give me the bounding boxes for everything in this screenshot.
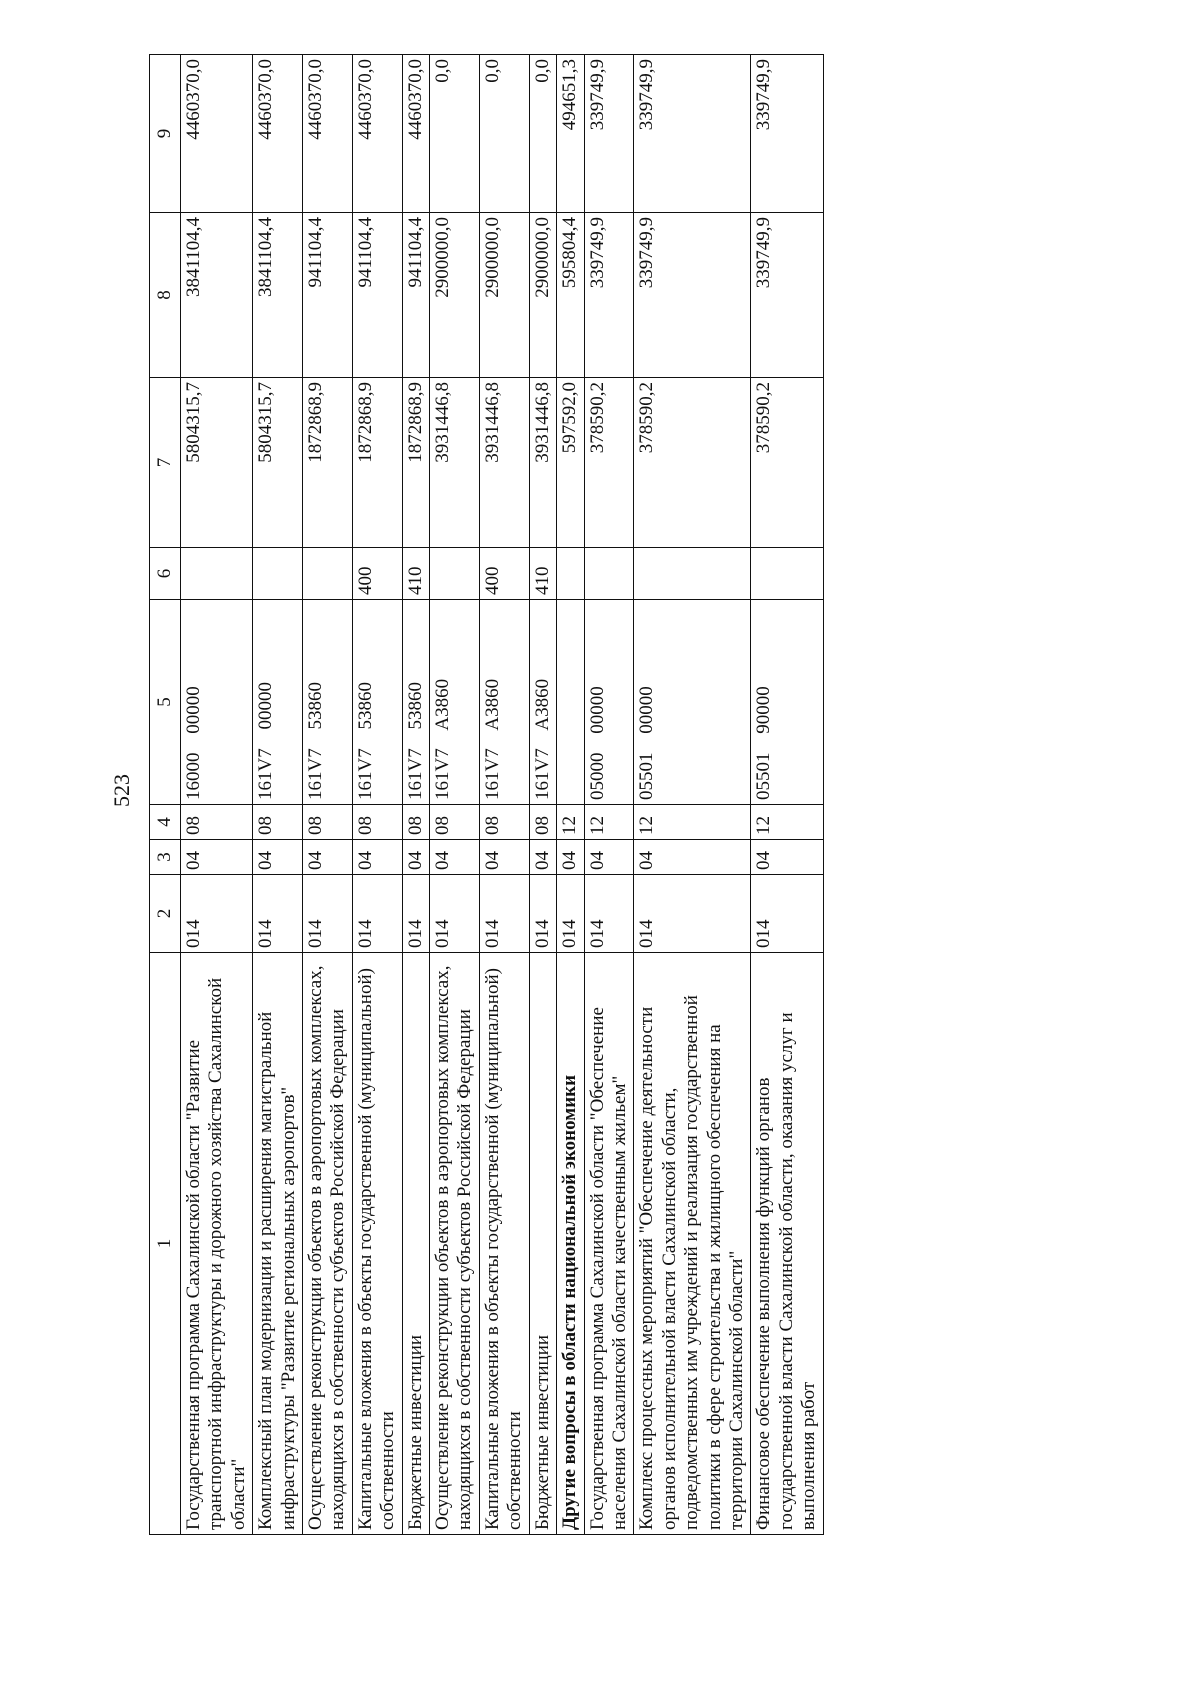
cell-amount-year1: 1872868,9	[303, 378, 353, 548]
table-row	[529, 55, 556, 1535]
cell-subsection: 12	[634, 805, 751, 840]
cell-section: 04	[634, 840, 751, 875]
col-header-9: 9	[150, 55, 181, 213]
cell-target-article: 161V7 A3860	[479, 600, 529, 805]
cell-amount-year3: 339749,9	[584, 55, 634, 213]
table-row	[634, 55, 751, 1535]
cell-subsection: 12	[584, 805, 634, 840]
cell-name: Государственная программа Сахалинской области "Обеспечение населения Сахалинской области качественным жильем"	[584, 953, 634, 1535]
cell-name: Бюджетные инвестиции	[402, 953, 429, 1535]
cell-admin-code: 014	[529, 875, 556, 953]
cell-expense-type	[634, 548, 751, 600]
cell-section: 04	[557, 840, 584, 875]
cell-section: 04	[529, 840, 556, 875]
cell-subsection: 08	[402, 805, 429, 840]
cell-subsection: 08	[303, 805, 353, 840]
cell-amount-year3: 339749,9	[751, 55, 823, 213]
cell-expense-type: 400	[352, 548, 402, 600]
cell-amount-year2: 941104,4	[303, 213, 353, 378]
cell-target-article: 161V7 53860	[402, 600, 429, 805]
cell-section: 04	[479, 840, 529, 875]
cell-admin-code: 014	[402, 875, 429, 953]
cell-target-article	[557, 600, 584, 805]
cell-section: 04	[430, 840, 480, 875]
cell-subsection: 08	[529, 805, 556, 840]
cell-amount-year1: 378590,2	[584, 378, 634, 548]
cell-admin-code: 014	[303, 875, 353, 953]
cell-expense-type	[751, 548, 823, 600]
cell-admin-code: 014	[352, 875, 402, 953]
cell-name: Финансовое обеспечение выполнения функций органов государственной власти Сахалинской области, оказания услуг и выполнения работ	[751, 953, 823, 1535]
cell-section: 04	[181, 840, 253, 875]
cell-admin-code: 014	[181, 875, 253, 953]
cell-admin-code: 014	[584, 875, 634, 953]
cell-expense-type	[430, 548, 480, 600]
col-header-7: 7	[150, 378, 181, 548]
page-number: 523	[109, 774, 134, 807]
cell-amount-year3: 4460370,0	[402, 55, 429, 213]
cell-admin-code: 014	[430, 875, 480, 953]
table-row	[181, 55, 253, 1535]
cell-section: 04	[402, 840, 429, 875]
col-header-3: 3	[150, 840, 181, 875]
cell-amount-year1: 1872868,9	[352, 378, 402, 548]
cell-amount-year1: 5804315,7	[181, 378, 253, 548]
cell-name: Осуществление реконструкции объектов в аэропортовых комплексах, находящихся в собственности субъектов Российской Федерации	[303, 953, 353, 1535]
cell-amount-year2: 3841104,4	[181, 213, 253, 378]
cell-expense-type	[557, 548, 584, 600]
cell-amount-year2: 3841104,4	[253, 213, 303, 378]
budget-table	[149, 54, 824, 1535]
cell-subsection: 08	[352, 805, 402, 840]
cell-name: Комплекс процессных мероприятий "Обеспечение деятельности органов исполнительной власти Сахалинской области, подведомственных им учреждений и реализация государственной политики в сфере строительства и жилищного обеспечения на территории Сахалинской области"	[634, 953, 751, 1535]
cell-amount-year3: 0,0	[529, 55, 556, 213]
cell-section: 04	[751, 840, 823, 875]
table-row	[430, 55, 480, 1535]
table-row	[253, 55, 303, 1535]
cell-amount-year3: 4460370,0	[181, 55, 253, 213]
table-row	[352, 55, 402, 1535]
cell-expense-type	[584, 548, 634, 600]
cell-amount-year2: 2900000,0	[430, 213, 480, 378]
cell-expense-type: 400	[479, 548, 529, 600]
cell-amount-year1: 5804315,7	[253, 378, 303, 548]
table-row	[751, 55, 823, 1535]
cell-amount-year3: 339749,9	[634, 55, 751, 213]
cell-expense-type	[181, 548, 253, 600]
cell-amount-year3: 4460370,0	[303, 55, 353, 213]
table-row	[402, 55, 429, 1535]
cell-amount-year1: 1872868,9	[402, 378, 429, 548]
cell-subsection: 12	[557, 805, 584, 840]
cell-name: Капитальные вложения в объекты государственной (муниципальной) собственности	[479, 953, 529, 1535]
cell-target-article: 161V7 00000	[253, 600, 303, 805]
cell-name: Бюджетные инвестиции	[529, 953, 556, 1535]
header-row	[150, 55, 181, 1535]
cell-amount-year1: 597592,0	[557, 378, 584, 548]
cell-subsection: 08	[253, 805, 303, 840]
cell-section: 04	[584, 840, 634, 875]
cell-target-article: 161V7 A3860	[529, 600, 556, 805]
cell-section: 04	[352, 840, 402, 875]
cell-admin-code: 014	[479, 875, 529, 953]
cell-amount-year3: 4460370,0	[253, 55, 303, 213]
cell-amount-year2: 2900000,0	[529, 213, 556, 378]
cell-admin-code: 014	[751, 875, 823, 953]
col-header-1: 1	[150, 953, 181, 1535]
cell-target-article: 05501 00000	[634, 600, 751, 805]
cell-name: Комплексный план модернизации и расширения магистральной инфраструктуры "Развитие региональных аэропортов"	[253, 953, 303, 1535]
cell-section: 04	[253, 840, 303, 875]
cell-section: 04	[303, 840, 353, 875]
cell-subsection: 12	[751, 805, 823, 840]
cell-target-article: 161V7 53860	[352, 600, 402, 805]
cell-amount-year1: 3931446,8	[479, 378, 529, 548]
cell-subsection: 08	[479, 805, 529, 840]
cell-amount-year2: 339749,9	[751, 213, 823, 378]
cell-amount-year3: 0,0	[430, 55, 480, 213]
cell-target-article: 161V7 53860	[303, 600, 353, 805]
table-row	[557, 55, 584, 1535]
cell-amount-year1: 3931446,8	[430, 378, 480, 548]
cell-admin-code: 014	[253, 875, 303, 953]
col-header-6: 6	[150, 548, 181, 600]
col-header-2: 2	[150, 875, 181, 953]
rotated-page	[109, 55, 1036, 1535]
cell-amount-year1: 378590,2	[634, 378, 751, 548]
cell-expense-type	[253, 548, 303, 600]
table-row	[584, 55, 634, 1535]
cell-amount-year2: 941104,4	[402, 213, 429, 378]
cell-amount-year2: 941104,4	[352, 213, 402, 378]
col-header-4: 4	[150, 805, 181, 840]
cell-admin-code: 014	[634, 875, 751, 953]
cell-expense-type: 410	[402, 548, 429, 600]
cell-amount-year3: 4460370,0	[352, 55, 402, 213]
cell-name: Государственная программа Сахалинской области "Развитие транспортной инфраструктуры и дорожного хозяйства Сахалинской области"	[181, 953, 253, 1535]
cell-subsection: 08	[181, 805, 253, 840]
cell-expense-type	[303, 548, 353, 600]
cell-amount-year3: 0,0	[479, 55, 529, 213]
cell-name: Капитальные вложения в объекты государственной (муниципальной) собственности	[352, 953, 402, 1535]
cell-admin-code: 014	[557, 875, 584, 953]
cell-amount-year1: 378590,2	[751, 378, 823, 548]
cell-amount-year2: 2900000,0	[479, 213, 529, 378]
cell-amount-year2: 339749,9	[634, 213, 751, 378]
cell-expense-type: 410	[529, 548, 556, 600]
col-header-8: 8	[150, 213, 181, 378]
cell-subsection: 08	[430, 805, 480, 840]
cell-name: Другие вопросы в области национальной экономики	[557, 953, 584, 1535]
table-row	[479, 55, 529, 1535]
table-row	[303, 55, 353, 1535]
cell-amount-year2: 595804,4	[557, 213, 584, 378]
cell-name: Осуществление реконструкции объектов в аэропортовых комплексах, находящихся в собственности субъектов Российской Федерации	[430, 953, 480, 1535]
cell-amount-year1: 3931446,8	[529, 378, 556, 548]
cell-amount-year3: 494651,3	[557, 55, 584, 213]
cell-target-article: 16000 00000	[181, 600, 253, 805]
cell-target-article: 05000 00000	[584, 600, 634, 805]
col-header-5: 5	[150, 600, 181, 805]
cell-amount-year2: 339749,9	[584, 213, 634, 378]
cell-target-article: 05501 90000	[751, 600, 823, 805]
cell-target-article: 161V7 A3860	[430, 600, 480, 805]
